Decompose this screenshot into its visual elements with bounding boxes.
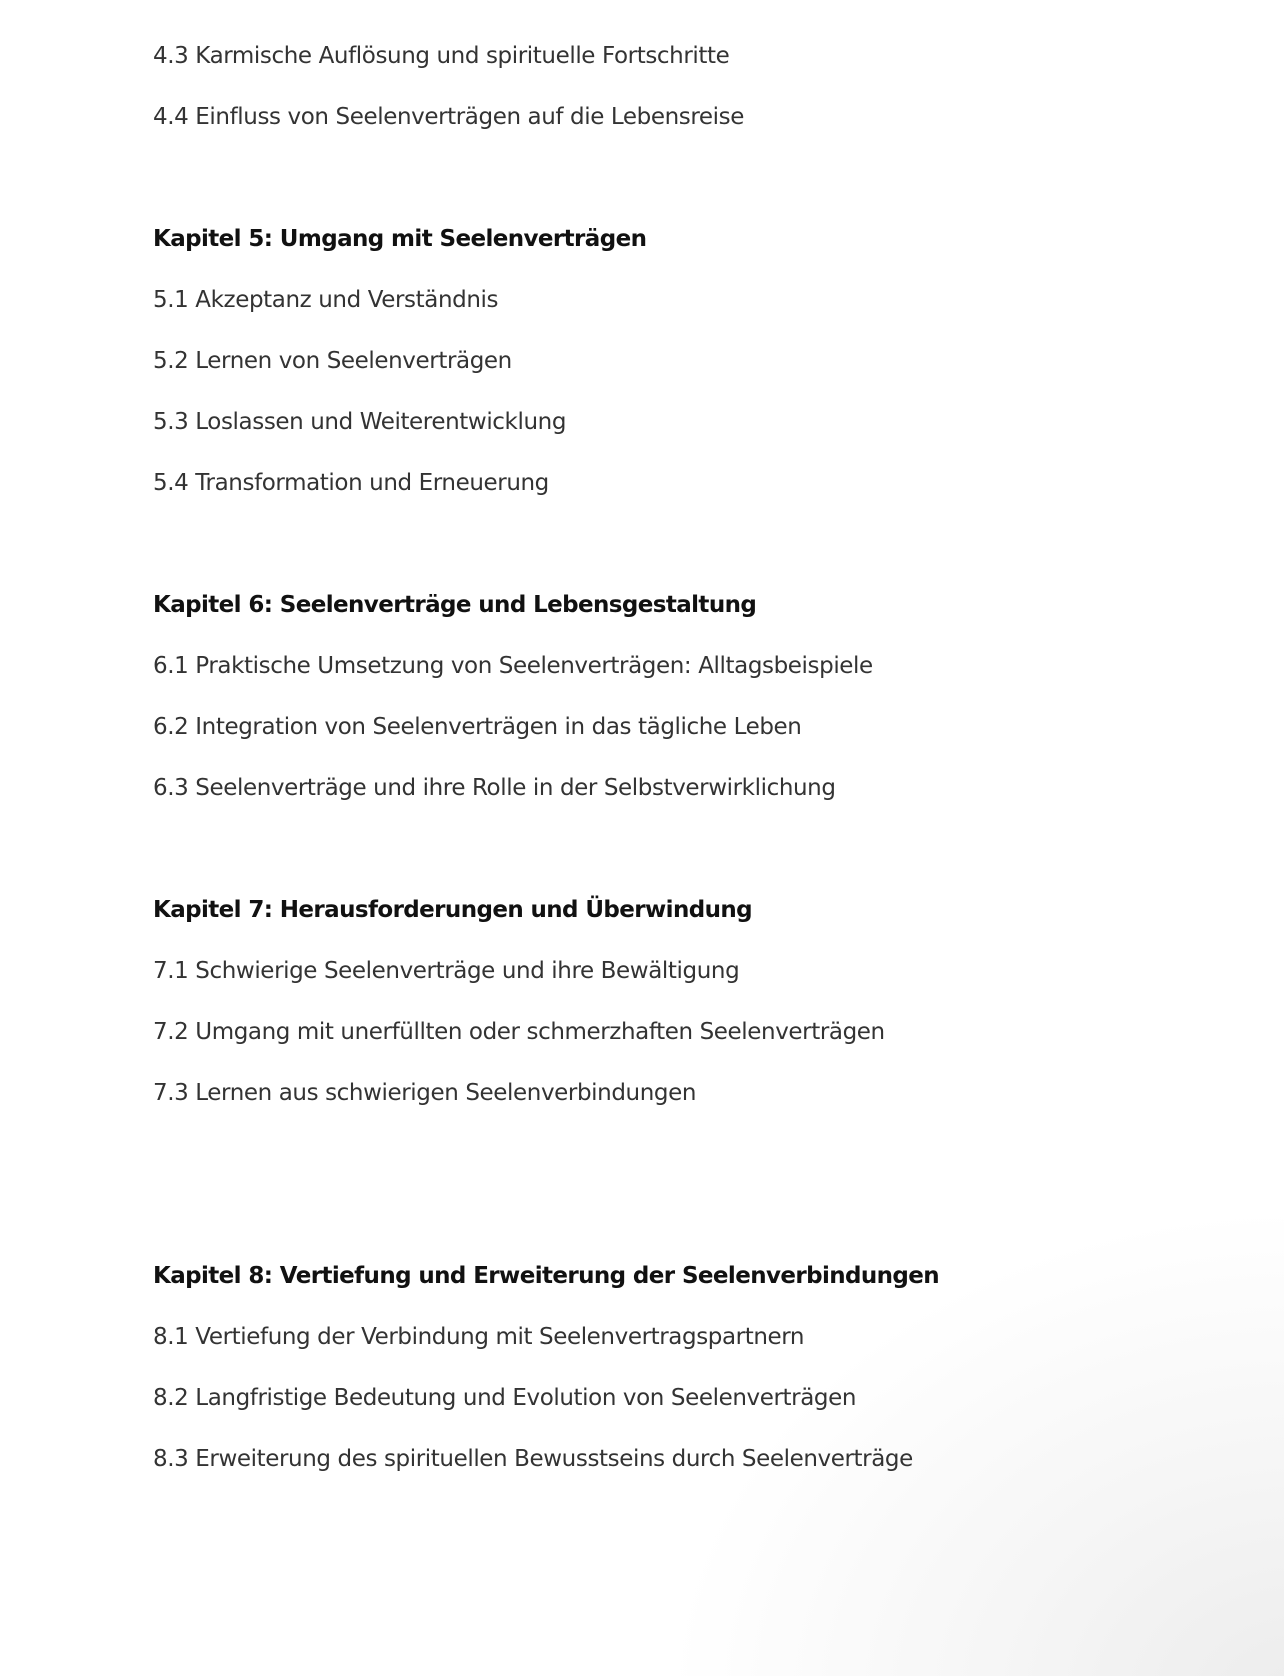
toc-entry-7-3: 7.3 Lernen aus schwierigen Seelenverbindungen <box>153 1080 697 1106</box>
toc-entry-7-1: 7.1 Schwierige Seelenverträge und ihre Bewältigung <box>153 958 740 984</box>
toc-entry-6-1: 6.1 Praktische Umsetzung von Seelenverträgen: Alltagsbeispiele <box>153 653 873 679</box>
toc-entry-5-3: 5.3 Loslassen und Weiterentwicklung <box>153 409 567 435</box>
chapter-7-heading: Kapitel 7: Herausforderungen und Überwindung <box>153 897 752 923</box>
toc-entry-8-3: 8.3 Erweiterung des spirituellen Bewusstseins durch Seelenverträge <box>153 1446 913 1472</box>
chapter-6-heading: Kapitel 6: Seelenverträge und Lebensgestaltung <box>153 592 757 618</box>
toc-entry-5-1: 5.1 Akzeptanz und Verständnis <box>153 287 499 313</box>
chapter-5-heading: Kapitel 5: Umgang mit Seelenverträgen <box>153 226 647 252</box>
chapter-8-heading: Kapitel 8: Vertiefung und Erweiterung der Seelenverbindungen <box>153 1263 940 1289</box>
toc-entry-6-2: 6.2 Integration von Seelenverträgen in das tägliche Leben <box>153 714 802 740</box>
toc-entry-5-4: 5.4 Transformation und Erneuerung <box>153 470 549 496</box>
toc-entry-5-2: 5.2 Lernen von Seelenverträgen <box>153 348 512 374</box>
toc-entry-7-2: 7.2 Umgang mit unerfüllten oder schmerzhaften Seelenverträgen <box>153 1019 885 1045</box>
toc-entry-8-2: 8.2 Langfristige Bedeutung und Evolution von Seelenverträgen <box>153 1385 857 1411</box>
toc-entry-4-4: 4.4 Einfluss von Seelenverträgen auf die Lebensreise <box>153 104 744 130</box>
toc-entry-4-3: 4.3 Karmische Auflösung und spirituelle Fortschritte <box>153 43 730 69</box>
toc-entry-8-1: 8.1 Vertiefung der Verbindung mit Seelenvertragspartnern <box>153 1324 805 1350</box>
toc-entry-6-3: 6.3 Seelenverträge und ihre Rolle in der Selbstverwirklichung <box>153 775 836 801</box>
